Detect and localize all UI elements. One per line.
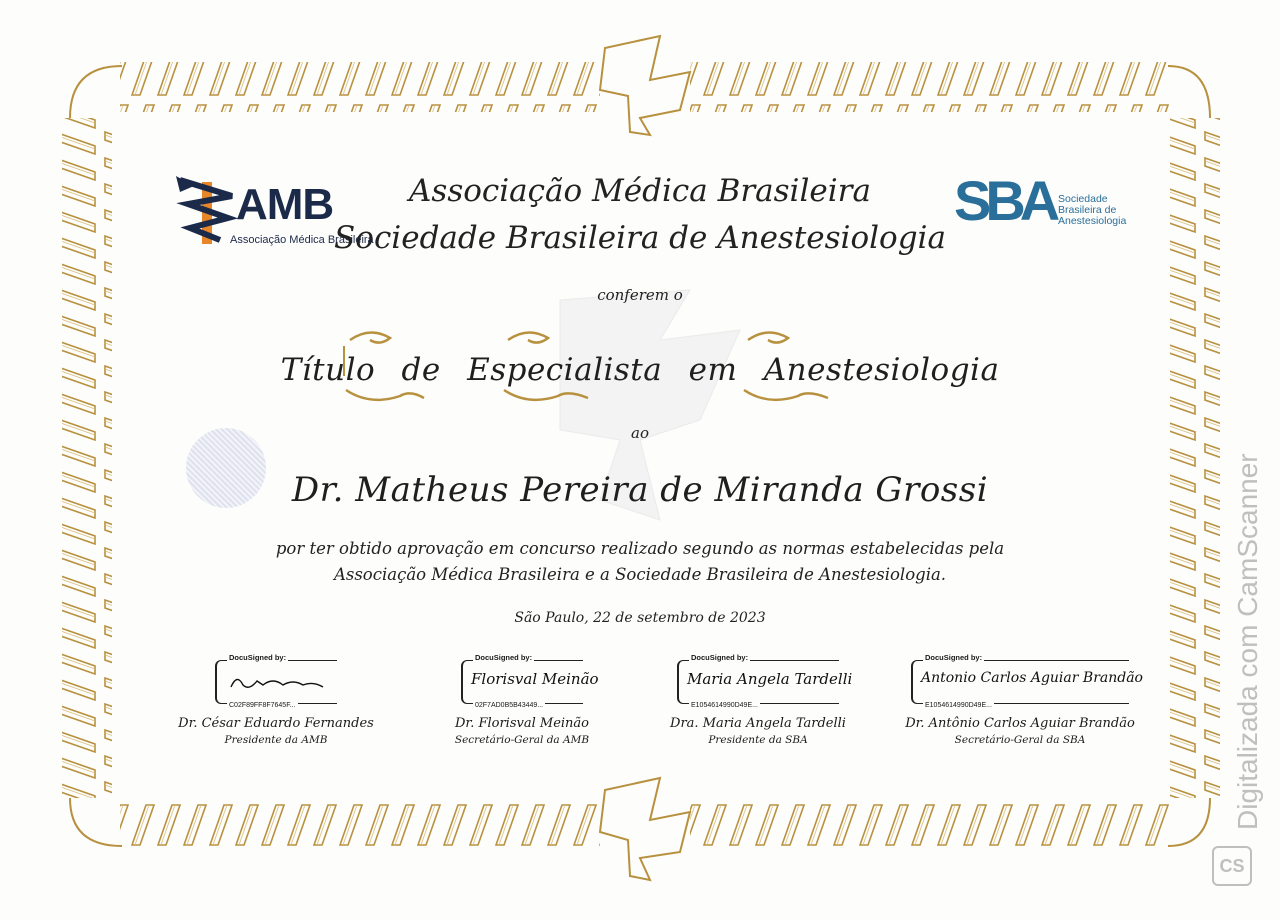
docusign-box	[677, 653, 853, 709]
amb-logo-subtitle: Associação Médica Brasileira	[230, 234, 374, 246]
conferem-text: conferem o	[597, 286, 683, 304]
issue-date: São Paulo, 22 de setembro de 2023	[514, 610, 766, 626]
ao-text: ao	[631, 424, 649, 442]
docusign-hash: 02F7AD0B5B43449...	[475, 702, 544, 709]
docusign-box	[215, 653, 337, 709]
docusign-hash: E1054614990D49E...	[691, 702, 758, 709]
signature-block	[902, 653, 1143, 746]
docusigned-label: DocuSigned by:	[475, 653, 533, 662]
recipient-name: Dr. Matheus Pereira de Miranda Grossi	[291, 470, 989, 510]
docusign-box	[461, 653, 599, 709]
amb-logo-letters: AMB	[236, 180, 334, 229]
title-word: Especialista	[467, 352, 663, 388]
sba-sub-line: Anestesiologia	[1058, 215, 1127, 227]
signer-name: Dr. César Eduardo Fernandes	[178, 716, 374, 731]
signature-block	[412, 653, 632, 746]
signer-role: Secretário-Geral da AMB	[454, 734, 590, 746]
signer-name: Dra. Maria Angela Tardelli	[670, 716, 846, 731]
handwritten-signature: Antonio Carlos Aguiar Brandão	[921, 670, 1143, 686]
signer-name: Dr. Florisval Meinão	[454, 716, 590, 731]
signer-role: Secretário-Geral da SBA	[954, 734, 1086, 746]
signer-name: Dr. Antônio Carlos Aguiar Brandão	[905, 716, 1135, 731]
body-text-line-1: por ter obtido aprovação em concurso realizado segundo as normas estabelecidas pela	[275, 539, 1005, 558]
camscanner-logo-icon: CS	[1212, 846, 1252, 886]
handwritten-signature	[227, 671, 327, 693]
signature-block	[166, 653, 386, 746]
title-word: de	[401, 352, 441, 388]
docusigned-label: DocuSigned by:	[925, 653, 983, 662]
handwritten-signature: Maria Angela Tardelli	[687, 670, 853, 688]
docusigned-label: DocuSigned by:	[691, 653, 749, 662]
docusign-hash: C02F89FF8F7645F...	[229, 702, 296, 709]
header-line-1: Associação Médica Brasileira	[409, 173, 871, 209]
docusigned-label: DocuSigned by:	[229, 653, 287, 662]
handwritten-signature: Florisval Meinão	[471, 670, 599, 688]
docusign-hash: E1054614990D49E...	[925, 702, 992, 709]
title-word: Anestesiologia	[763, 352, 1000, 388]
signer-role: Presidente da SBA	[708, 734, 808, 746]
title-word: em	[688, 352, 738, 388]
sba-sub-line: Sociedade	[1058, 193, 1108, 205]
certificate-title	[0, 352, 1280, 388]
signature-block	[648, 653, 868, 746]
title-word: Título	[280, 352, 376, 388]
sba-sub-line: Brasileira de	[1058, 204, 1117, 216]
header-line-2: Sociedade Brasileira de Anestesiologia	[334, 220, 946, 256]
body-text-line-2: Associação Médica Brasileira e a Sociedade Brasileira de Anestesiologia.	[333, 565, 947, 584]
camscanner-watermark: Digitalizada com CamScanner	[1232, 453, 1263, 830]
signer-role: Presidente da AMB	[224, 734, 328, 746]
sba-logo-letters: SBA	[954, 169, 1055, 232]
docusign-box	[911, 653, 1143, 709]
